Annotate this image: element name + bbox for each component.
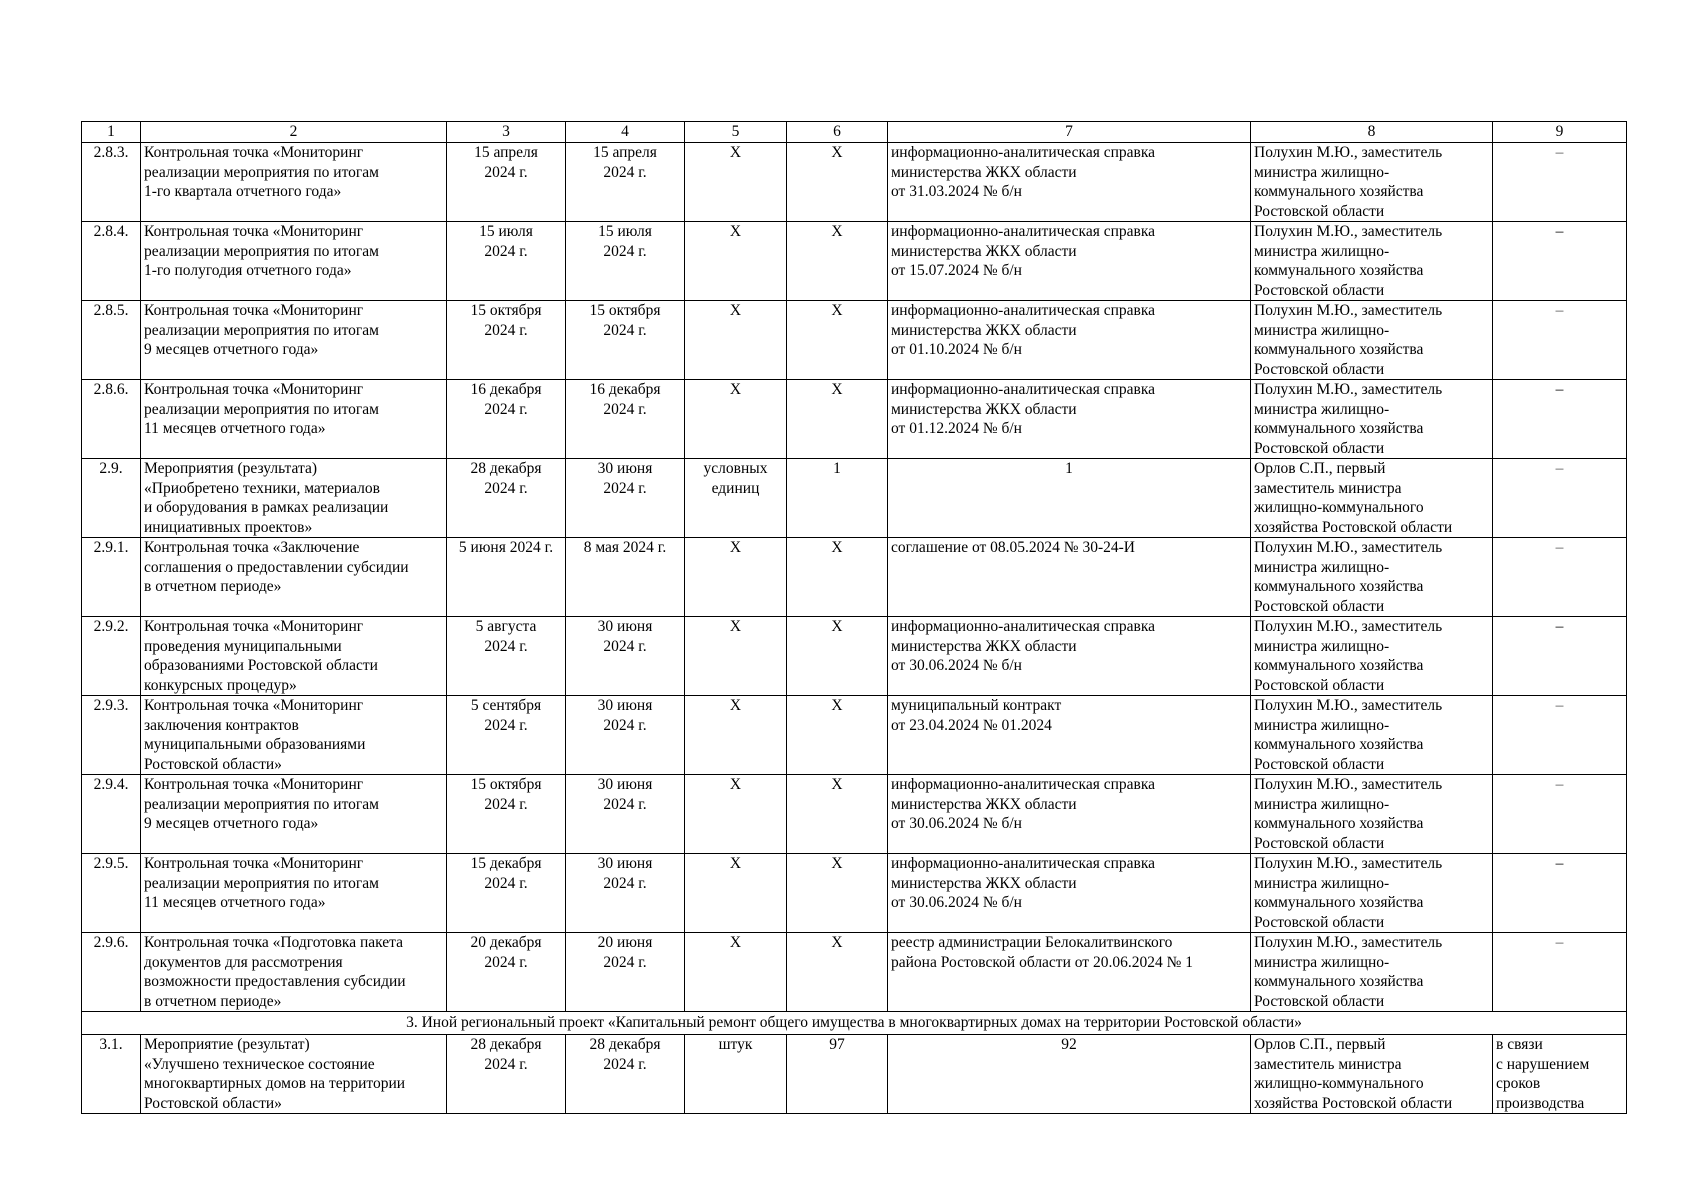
fact-value: информационно-аналитическая справка министерства ЖКХ области от 30.06.2024 № б/н <box>891 618 1156 674</box>
fact-value: информационно-аналитическая справка министерства ЖКХ области от 01.10.2024 № б/н <box>891 302 1156 358</box>
comment: – <box>1555 223 1564 240</box>
table-row <box>82 617 1627 696</box>
column-number: 1 <box>82 122 141 143</box>
column-number: 7 <box>888 122 1251 143</box>
plan-value: X <box>831 697 843 714</box>
table-row <box>82 775 1627 854</box>
column-number: 4 <box>566 122 685 143</box>
table-row <box>82 696 1627 775</box>
fact-date: 28 декабря 2024 г. <box>589 1036 661 1073</box>
plan-date: 15 октября 2024 г. <box>470 302 542 339</box>
plan-date: 16 декабря 2024 г. <box>470 381 542 418</box>
row-name: Контрольная точка «Мониторинг заключения контрактов муниципальными образованиями Ростовской области» <box>144 697 366 773</box>
section-title: 3. Иной региональный проект «Капитальный ремонт общего имущества в многоквартирных домах на территории Ростовской области» <box>82 1012 1627 1035</box>
table-row <box>82 222 1627 301</box>
table-row <box>82 854 1627 933</box>
row-name: Контрольная точка «Мониторинг реализации мероприятия по итогам 1-го полугодия отчетного года» <box>144 223 379 279</box>
fact-value: 92 <box>1061 1036 1077 1053</box>
table-row <box>82 459 1627 538</box>
column-number: 3 <box>447 122 566 143</box>
column-number: 6 <box>787 122 888 143</box>
unit: X <box>729 539 742 556</box>
fact-date: 16 декабря 2024 г. <box>589 381 661 418</box>
fact-value: 1 <box>1065 460 1073 477</box>
plan-date: 5 сентября 2024 г. <box>470 697 542 734</box>
plan-value: X <box>831 381 843 398</box>
plan-date: 15 апреля 2024 г. <box>474 144 538 181</box>
column-number: 8 <box>1251 122 1493 143</box>
responsible: Орлов С.П., первый заместитель министра жилищно-коммунального хозяйства Ростовской области <box>1254 460 1453 536</box>
row-number: 2.8.6. <box>82 380 141 459</box>
comment: – <box>1555 618 1564 635</box>
responsible: Полухин М.Ю., заместитель министра жилищно- коммунального хозяйства Ростовской области <box>1254 776 1443 852</box>
fact-value: муниципальный контракт от 23.04.2024 № 01.2024 <box>891 697 1062 734</box>
table-row <box>82 301 1627 380</box>
row-number: 3.1. <box>82 1035 141 1114</box>
unit: X <box>729 223 742 240</box>
comment: в связи с нарушением сроков производства <box>1496 1036 1590 1112</box>
row-number: 2.9.6. <box>82 933 141 1012</box>
row-number: 2.9.2. <box>82 617 141 696</box>
fact-date: 15 октября 2024 г. <box>589 302 661 339</box>
comment: – <box>1555 302 1564 319</box>
plan-value: X <box>831 539 843 556</box>
comment: – <box>1555 381 1564 398</box>
responsible: Полухин М.Ю., заместитель министра жилищно- коммунального хозяйства Ростовской области <box>1254 697 1443 773</box>
plan-date: 15 декабря 2024 г. <box>470 855 542 892</box>
fact-date: 15 апреля 2024 г. <box>593 144 657 181</box>
plan-value: X <box>831 855 843 872</box>
plan-value: X <box>831 618 843 635</box>
plan-date: 28 декабря 2024 г. <box>470 1036 542 1073</box>
fact-date: 20 июня 2024 г. <box>597 934 653 971</box>
row-number: 2.9.1. <box>82 538 141 617</box>
plan-date: 20 декабря 2024 г. <box>470 934 542 971</box>
unit: X <box>729 302 742 319</box>
report-table <box>81 121 1627 1114</box>
plan-date: 15 июля 2024 г. <box>479 223 533 260</box>
row-name: Контрольная точка «Заключение соглашения о предоставлении субсидии в отчетном периоде» <box>144 539 409 595</box>
responsible: Полухин М.Ю., заместитель министра жилищно- коммунального хозяйства Ростовской области <box>1254 855 1443 931</box>
unit: X <box>729 855 742 872</box>
fact-value: соглашение от 08.05.2024 № 30-24-И <box>891 539 1135 556</box>
unit: X <box>729 934 742 951</box>
plan-value: X <box>831 144 843 161</box>
table-row <box>82 380 1627 459</box>
fact-date: 8 мая 2024 г. <box>583 539 667 556</box>
row-name: Мероприятие (результат) «Улучшено техническое состояние многоквартирных домов на территории Ростовской области» <box>144 1036 406 1112</box>
plan-value: X <box>831 776 843 793</box>
table-row <box>82 933 1627 1012</box>
column-number: 2 <box>141 122 447 143</box>
fact-value: информационно-аналитическая справка министерства ЖКХ области от 31.03.2024 № б/н <box>891 144 1156 200</box>
unit: условных единиц <box>703 460 768 497</box>
comment: – <box>1555 539 1564 556</box>
fact-value: информационно-аналитическая справка министерства ЖКХ области от 30.06.2024 № б/н <box>891 855 1156 911</box>
fact-value: информационно-аналитическая справка министерства ЖКХ области от 30.06.2024 № б/н <box>891 776 1156 832</box>
responsible: Полухин М.Ю., заместитель министра жилищно- коммунального хозяйства Ростовской области <box>1254 381 1443 457</box>
row-name: Контрольная точка «Подготовка пакета документов для рассмотрения возможности предоставления субсидии в отчетном периоде» <box>144 934 406 1010</box>
table-row <box>82 538 1627 617</box>
fact-value: информационно-аналитическая справка министерства ЖКХ области от 15.07.2024 № б/н <box>891 223 1156 279</box>
plan-value: X <box>831 223 843 240</box>
unit: X <box>729 144 742 161</box>
plan-date: 5 июня 2024 г. <box>458 539 554 556</box>
plan-value: X <box>831 934 843 951</box>
fact-date: 15 июля 2024 г. <box>598 223 652 260</box>
responsible: Полухин М.Ю., заместитель министра жилищно- коммунального хозяйства Ростовской области <box>1254 618 1443 694</box>
row-number: 2.9. <box>82 459 141 538</box>
comment: – <box>1555 144 1564 161</box>
row-number: 2.9.4. <box>82 775 141 854</box>
row-name: Контрольная точка «Мониторинг реализации мероприятия по итогам 1-го квартала отчетного года» <box>144 144 379 200</box>
fact-value: информационно-аналитическая справка министерства ЖКХ области от 01.12.2024 № б/н <box>891 381 1156 437</box>
row-name: Контрольная точка «Мониторинг реализации мероприятия по итогам 11 месяцев отчетного года» <box>144 855 379 911</box>
comment: – <box>1555 855 1564 872</box>
responsible: Орлов С.П., первый заместитель министра жилищно-коммунального хозяйства Ростовской области <box>1254 1036 1453 1112</box>
row-number: 2.9.3. <box>82 696 141 775</box>
row-number: 2.9.5. <box>82 854 141 933</box>
comment: – <box>1555 697 1564 714</box>
responsible: Полухин М.Ю., заместитель министра жилищно- коммунального хозяйства Ростовской области <box>1254 539 1443 615</box>
row-number: 2.8.4. <box>82 222 141 301</box>
responsible: Полухин М.Ю., заместитель министра жилищно- коммунального хозяйства Ростовской области <box>1254 934 1443 1010</box>
column-number-row <box>82 122 1627 143</box>
plan-value: X <box>831 302 843 319</box>
responsible: Полухин М.Ю., заместитель министра жилищно- коммунального хозяйства Ростовской области <box>1254 144 1443 220</box>
fact-date: 30 июня 2024 г. <box>597 460 653 497</box>
fact-value: реестр администрации Белокалитвинского района Ростовской области от 20.06.2024 № 1 <box>891 934 1193 971</box>
plan-date: 15 октября 2024 г. <box>470 776 542 813</box>
table-row <box>82 143 1627 222</box>
row-number: 2.8.3. <box>82 143 141 222</box>
fact-date: 30 июня 2024 г. <box>597 697 653 734</box>
comment: – <box>1555 460 1564 477</box>
fact-date: 30 июня 2024 г. <box>597 776 653 813</box>
row-name: Контрольная точка «Мониторинг реализации мероприятия по итогам 11 месяцев отчетного года» <box>144 381 379 437</box>
unit: X <box>729 697 742 714</box>
fact-date: 30 июня 2024 г. <box>597 855 653 892</box>
comment: – <box>1555 776 1564 793</box>
column-number: 9 <box>1493 122 1627 143</box>
plan-date: 28 декабря 2024 г. <box>470 460 542 497</box>
row-name: Контрольная точка «Мониторинг проведения муниципальными образованиями Ростовской области конкурсных процедур» <box>144 618 378 694</box>
plan-value: 1 <box>833 460 841 477</box>
responsible: Полухин М.Ю., заместитель министра жилищно- коммунального хозяйства Ростовской области <box>1254 302 1443 378</box>
unit: X <box>729 381 742 398</box>
section-row <box>82 1012 1627 1035</box>
table-row <box>82 1035 1627 1114</box>
row-name: Мероприятия (результата) «Приобретено техники, материалов и оборудования в рамках реализации инициативных проектов» <box>144 460 389 536</box>
unit: штук <box>718 1036 753 1053</box>
plan-date: 5 августа 2024 г. <box>475 618 537 655</box>
responsible: Полухин М.Ю., заместитель министра жилищно- коммунального хозяйства Ростовской области <box>1254 223 1443 299</box>
comment: – <box>1555 934 1564 951</box>
row-name: Контрольная точка «Мониторинг реализации мероприятия по итогам 9 месяцев отчетного года» <box>144 776 379 832</box>
row-number: 2.8.5. <box>82 301 141 380</box>
row-name: Контрольная точка «Мониторинг реализации мероприятия по итогам 9 месяцев отчетного года» <box>144 302 379 358</box>
unit: X <box>729 776 742 793</box>
column-number: 5 <box>685 122 787 143</box>
plan-value: 97 <box>829 1036 845 1053</box>
unit: X <box>729 618 742 635</box>
fact-date: 30 июня 2024 г. <box>597 618 653 655</box>
